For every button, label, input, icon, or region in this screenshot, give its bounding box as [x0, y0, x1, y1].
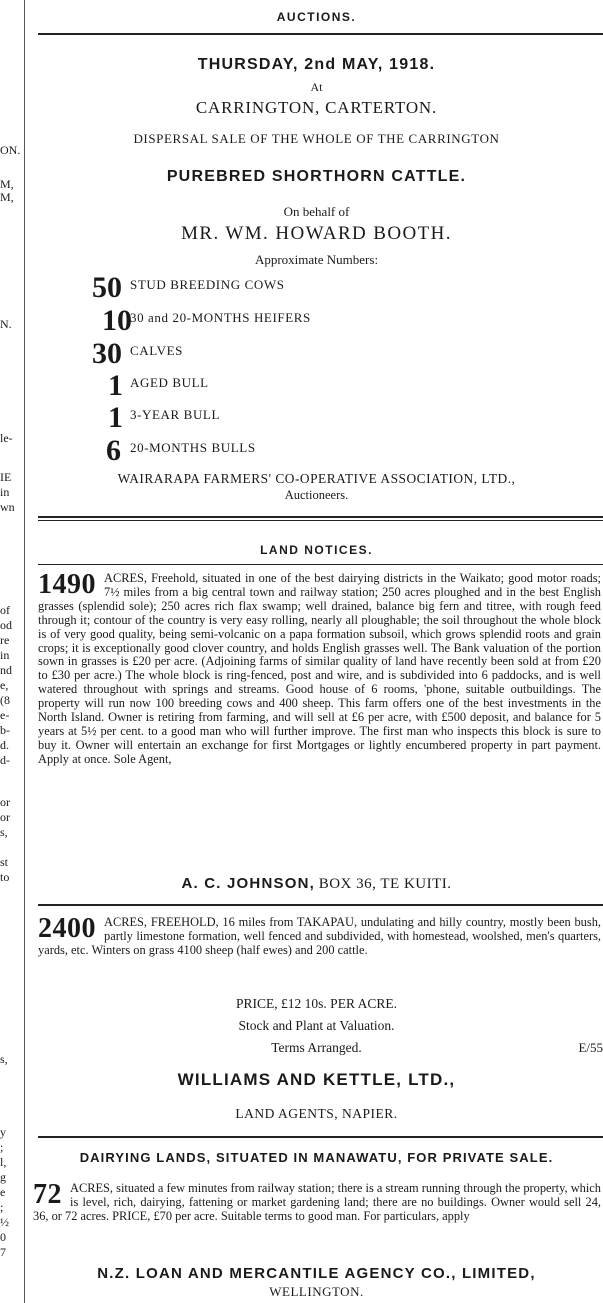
- ad-rule: [38, 1136, 603, 1138]
- approx-numbers: Approximate Numbers:: [254, 252, 379, 267]
- stock-label: 20-MONTHS BULLS: [130, 440, 256, 455]
- margin-fragment: 0: [0, 1230, 6, 1244]
- dairying-heading: DAIRYING LANDS, SITUATED IN MANAWATU, FOR PRIVATE SALE.: [79, 1150, 554, 1165]
- margin-fragment: in: [0, 648, 10, 662]
- breed-heading: PUREBRED SHORTHORN CATTLE.: [166, 168, 467, 185]
- margin-fragment: re: [0, 633, 10, 647]
- margin-fragment: (8: [0, 693, 10, 707]
- agent-name: WILLIAMS AND KETTLE, LTD.,: [177, 1070, 456, 1089]
- agent-sub: LAND AGENTS, NAPIER.: [235, 1106, 398, 1121]
- ad-text: ACRES, Freehold, situated in one of the best dairying districts in the Waikato; good motor roads; 7½ miles from a big central town and railway station; 250 acres ploughed and in the best English grasses (splendid sole); 250 acres rich flax swamp; well drained, balance big fern and titree, with rough feed through it; contour of the country is very easy rolling, nearly all ploughable; the soil throughout the whole block is of very good quality, being semi-volcanic on a papa formation subsoil, which grows splendid roots and grain crops; it is exceptionally good clover country, and holds English grasses well. The Bank valuation of the portion sown in grasses is £20 per acre. (Adjoining farms of similar quality of land have recently been sold at from £20 to £30 per acre.) The whole block is ring-fenced, post and wire, and is subdivided into 6 paddocks, and is well watered throughout with springs and streams. Good house of 6 rooms, 'phone, suitable outbuildings. The property will run now 100 breeding cows and 400 sheep. This farm offers one of the best investments in the North Island. Owner is retiring from farming, and will sell at £6 per acre, with £500 deposit, and balance for 5 years at 5½ per cent. to a good man who will further improve. The first man who inspects this block is sure to buy it. Owner will entertain an exchange for first Mortgages or lightly encumbered property in part payment. Apply at once. Sole Agent,: [38, 571, 601, 766]
- auctions-header: AUCTIONS.: [276, 10, 357, 24]
- behalf-line: On behalf of: [283, 204, 350, 219]
- stock-valuation: Stock and Plant at Valuation.: [238, 1018, 395, 1033]
- association-name: WAIRARAPA FARMERS' CO-OPERATIVE ASSOCIATION, LTD.,: [117, 471, 516, 486]
- margin-fragment: 7: [0, 1245, 6, 1259]
- ad-text: ACRES, FREEHOLD, 16 miles from TAKAPAU, undulating and hilly country, mostly been bush, partly limestone formation, well fenced and subdivided, with homestead, woolshed, men's quarters, yards, etc. Winters on grass 4100 sheep (half ewes) and 200 cattle.: [38, 915, 601, 957]
- land-notices-header: LAND NOTICES.: [260, 543, 373, 557]
- stock-count: 50: [92, 271, 122, 304]
- stock-count: 6: [106, 434, 121, 467]
- ad-72-acres: [33, 1179, 601, 1224]
- stock-label: 30 and 20-MONTHS HEIFERS: [130, 310, 311, 325]
- margin-fragment: st: [0, 855, 9, 869]
- auctioneers-label: Auctioneers.: [284, 488, 349, 502]
- margin-fragment: or: [0, 810, 10, 824]
- acres-number: 72: [33, 1179, 62, 1210]
- column-rule: [24, 0, 25, 1303]
- margin-fragment: s,: [0, 825, 8, 839]
- acres-number: 1490: [38, 569, 96, 600]
- margin-fragment: M,: [0, 190, 14, 204]
- margin-fragment: d-: [0, 753, 10, 767]
- land-header-rule: [38, 564, 603, 565]
- terms-line: Terms Arranged.: [271, 1040, 362, 1055]
- margin-fragment: IE: [0, 470, 12, 484]
- price-line: PRICE, £12 10s. PER ACRE.: [236, 996, 397, 1011]
- stock-label: CALVES: [130, 343, 183, 358]
- sale-date: THURSDAY, 2nd MAY, 1918.: [197, 56, 436, 73]
- margin-fragment: wn: [0, 500, 15, 514]
- margin-fragment: ;: [0, 1140, 4, 1154]
- header-rule: [38, 33, 603, 35]
- agent-box: BOX 36, TE KUITI.: [318, 876, 452, 892]
- dispersal-line: DISPERSAL SALE OF THE WHOLE OF THE CARRINGTON: [133, 131, 500, 146]
- section-rule-thin: [38, 520, 603, 521]
- stock-count: 1: [108, 369, 123, 402]
- margin-fragment: or: [0, 795, 10, 809]
- margin-fragment: e: [0, 1185, 6, 1199]
- margin-fragment: of: [0, 603, 10, 617]
- acres-number: 2400: [38, 913, 96, 944]
- margin-fragment: ;: [0, 1200, 4, 1214]
- agent-name: A. C. JOHNSON,: [181, 875, 315, 892]
- ad-text: ACRES, situated a few minutes from railway station; there is a stream running through the property, which is level, rich, dairying, fattening or market gardening land; there are no buildings. Owner would sell 24, 36, or 72 acres. PRICE, £70 per acre. Suitable terms to good man. For particulars, apply: [33, 1181, 601, 1223]
- ad-reference: E/55: [578, 1040, 603, 1055]
- stock-count: 1: [108, 401, 123, 434]
- margin-fragment: M,: [0, 177, 14, 191]
- owner-name: MR. WM. HOWARD BOOTH.: [181, 223, 452, 244]
- margin-fragment: d.: [0, 738, 9, 752]
- margin-fragment: e,: [0, 678, 9, 692]
- margin-fragment: l,: [0, 1155, 7, 1169]
- margin-fragment: ON.: [0, 143, 21, 157]
- stock-count: 30: [92, 337, 122, 370]
- margin-fragment: nd: [0, 663, 12, 677]
- section-rule: [38, 516, 603, 518]
- stock-label: AGED BULL: [130, 375, 209, 390]
- margin-fragment: y: [0, 1125, 6, 1139]
- ad-2400-acres: [38, 913, 601, 958]
- margin-fragment: b-: [0, 723, 10, 737]
- ad-1490-acres: [38, 569, 601, 767]
- margin-fragment: e-: [0, 708, 10, 722]
- margin-fragment: le-: [0, 431, 13, 445]
- stock-count: 10: [102, 304, 132, 337]
- stock-label: 3-YEAR BULL: [130, 407, 221, 422]
- ad-rule: [38, 904, 603, 906]
- stock-label: STUD BREEDING COWS: [130, 277, 285, 292]
- margin-fragment: N.: [0, 317, 12, 331]
- margin-fragment: g: [0, 1170, 6, 1184]
- margin-fragment: in: [0, 485, 10, 499]
- margin-fragment: s,: [0, 1052, 8, 1066]
- margin-fragment: od: [0, 618, 12, 632]
- sale-place: CARRINGTON, CARTERTON.: [195, 98, 438, 117]
- margin-fragment: ½: [0, 1215, 9, 1229]
- sale-at: At: [310, 80, 323, 94]
- agent-line: [30, 875, 603, 893]
- agent-name: N.Z. LOAN AND MERCANTILE AGENCY CO., LIMITED,: [97, 1265, 536, 1282]
- margin-fragment: to: [0, 870, 10, 884]
- agent-sub: WELLINGTON.: [269, 1284, 364, 1299]
